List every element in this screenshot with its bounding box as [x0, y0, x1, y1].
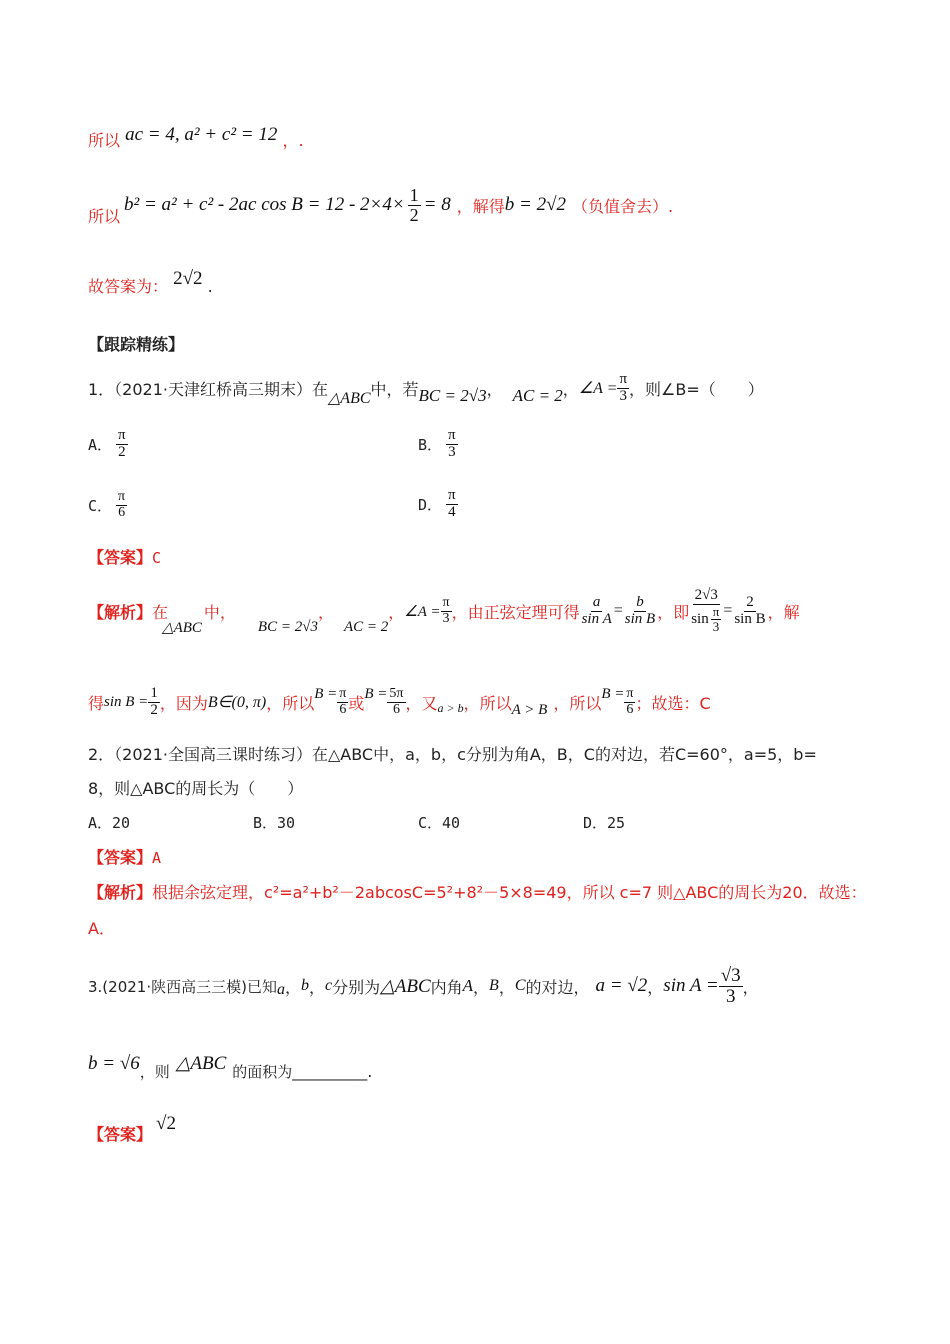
intro-line-2 — [88, 186, 673, 225]
q1-analysis-line-2: 得 sin B = $\frac{1}{2}$ ，因为 B∈(0, π) ，所以 B = $\frac{\pi}{6}$ 或 B = $\frac{5\pi}{6}$ ，又 a > b ，所以 A > B ，所以 B = $\frac{\pi}{6}$ ；故选：C — [88, 684, 711, 718]
fraction-one-half: $\frac{1}{2}$ — [409, 185, 419, 225]
answer-value: √2 — [156, 1112, 176, 1134]
q2-analysis-line-1: 【解析】根据余弦定理，c²=a²+b²－2abcosC=5²+8²－5×8=49，所以 c=7 则△ABC的周长为20．故选： — [88, 883, 867, 902]
q1-stem: 1．（2021·天津红桥高三期末）在 △ABC 中，若 BC = 2√3 ， AC = 2 ， ∠A = $\frac{\pi}{3}$ ，则∠B=（ ） — [88, 371, 764, 408]
intro-line-1 — [88, 124, 304, 152]
analysis-tag: 【解析】 — [88, 883, 153, 902]
side-bc: BC = 2√3 — [418, 386, 487, 406]
fraction-b-over-sinB: $\frac{b}{\text{sin B}}$ — [624, 593, 656, 627]
answer-tag: 【答案】 — [88, 548, 153, 567]
q2-option-b[interactable]: B．30 — [253, 814, 296, 832]
answer-blank[interactable]: __________ — [292, 1062, 368, 1081]
fraction-a-over-sinA: $\frac{a}{\text{sin A}}$ — [581, 593, 612, 627]
q3-stem-line-1: 3.(2021·陕西高三三模)已知 a ， b ， c 分别为 △ABC 内角 A ， B ， C 的对边， a = √2 ， sin A = $\frac{√3}{3}$ ， — [88, 964, 759, 1007]
fraction-pi-3: $\frac{\pi}{3}$ — [619, 371, 628, 404]
punctuation: ，. — [282, 131, 304, 150]
q1-analysis-line-1: 【解析】 在 △ABC 中， BC = 2√3 ， AC = 2 ， ∠A = $\frac{\pi}{3}$ ，由正弦定理可得 $\frac{a}{\text{sin A}}$ = $\frac{b}{\text{sin B}}$ ，即 2√3 sin $\frac{\pi}{3}$ = $\frac{2}{\text{sin B}}$ ，解 — [88, 587, 800, 636]
q2-option-d[interactable]: D．25 — [583, 814, 626, 832]
fraction: $\frac{\pi}{4}$ — [448, 487, 456, 520]
answer-tag: 【答案】 — [88, 848, 153, 867]
q2-option-c[interactable]: C．40 — [418, 814, 461, 832]
equals-eight: = 8 — [423, 194, 451, 216]
side-ac: AC = 2 — [512, 386, 563, 406]
value-sinA: sin A = — [663, 975, 719, 996]
section-title: 【跟踪精练】 — [88, 335, 185, 354]
math-expression: ac = 4, a² + c² = 12 — [125, 124, 278, 145]
fraction: $\frac{\pi}{2}$ — [118, 427, 126, 460]
punctuation: . — [207, 277, 213, 296]
text-jiede: ，解得 — [456, 196, 505, 216]
result-b: b = 2√2 — [504, 194, 567, 216]
answer-value: C — [152, 549, 162, 567]
q2-answer — [88, 845, 161, 868]
answer-tag: 【答案】 — [88, 1125, 153, 1144]
triangle-abc: △ABC — [328, 390, 371, 408]
fraction-2-over-sinB: $\frac{2}{\text{sin B}}$ — [734, 593, 766, 627]
intro-answer — [88, 268, 213, 298]
value-b: b = √6 — [88, 1052, 140, 1074]
q2-analysis-line-2: A． — [88, 919, 115, 938]
text-suoyi: 所以 — [88, 131, 121, 150]
triangle-abc: △ABC — [175, 1053, 227, 1074]
q3-stem-line-2: b = √6 ，则 △ABC 的面积为 __________ . — [88, 1052, 373, 1081]
fraction-root3-over-3: $\frac{√3}{3}$ — [720, 964, 741, 1007]
q1-option-d[interactable]: D． $\frac{\pi}{4}$ — [418, 487, 456, 520]
q2-stem-line-2: 8，则△ABC的周长为（ ） — [88, 779, 304, 798]
angle-a: ∠A = — [578, 380, 618, 398]
fraction: $\frac{\pi}{3}$ — [448, 427, 456, 460]
fraction-ratio: 2√3 sin $\frac{\pi}{3}$ — [691, 587, 720, 634]
answer-value: 2√2 — [173, 268, 203, 289]
q1-answer — [88, 545, 161, 568]
answer-label: 故答案为： — [88, 277, 169, 296]
text-suoyi: 所以 — [88, 206, 121, 226]
q2-option-a[interactable]: A．20 — [88, 814, 131, 832]
value-a: a = √2 — [595, 975, 648, 996]
note-negative-discarded: （负值舍去）. — [572, 196, 674, 216]
q3-answer — [88, 1112, 176, 1144]
q1-option-a[interactable]: A． $\frac{\pi}{2}$ — [88, 427, 126, 460]
answer-value: A — [152, 849, 162, 867]
triangle-abc: △ABC — [380, 975, 431, 997]
law-of-cosines-expression: b² = a² + c² - 2ac cos B = 12 - 2×4× — [124, 194, 405, 216]
q2-stem-line-1: 2．（2021·全国高三课时练习）在△ABC中，a，b，c分别为角A，B，C的对边，若C=60°，a=5，b= — [88, 745, 817, 764]
fraction: $\frac{\pi}{6}$ — [118, 489, 126, 520]
analysis-tag: 【解析】 — [88, 602, 153, 622]
q1-option-b[interactable]: B． $\frac{\pi}{3}$ — [418, 427, 456, 460]
q1-option-c[interactable]: C． $\frac{\pi}{6}$ — [88, 489, 126, 520]
